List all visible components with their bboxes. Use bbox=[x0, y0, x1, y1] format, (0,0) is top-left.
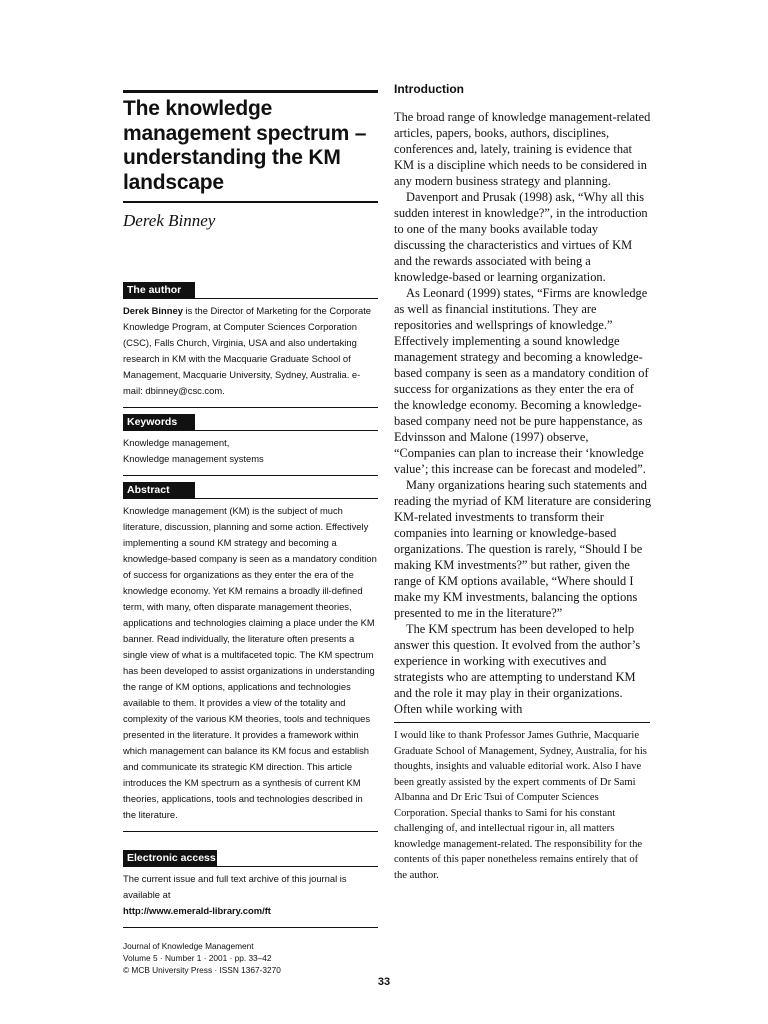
electronic-access-text: The current issue and full text archive of this journal is available at bbox=[123, 873, 347, 900]
keywords-section bbox=[123, 414, 378, 476]
abstract-section bbox=[123, 482, 378, 832]
journal-name: Journal of Knowledge Management bbox=[123, 941, 254, 951]
keyword-item: Knowledge management, bbox=[123, 437, 230, 448]
electronic-access-header bbox=[123, 850, 378, 867]
keywords-list bbox=[123, 435, 378, 467]
body-paragraph: Many organizations hearing such statements and reading the myriad of KM literature are considering KM-related investments to transform their companies into learning or knowledge-based organizations. The question is rarely, “Should I be making KM investments?” but rather, given the range of KM options available, “Where should I make my KM investments, balancing the options presented to me in the literature?” bbox=[394, 478, 652, 620]
right-column bbox=[394, 82, 652, 883]
body-paragraph: Davenport and Prusak (1998) ask, “Why all this sudden interest in knowledge?”, in the introduction to one of the many books available today discussing the characteristics and virtues of KM and the rewards associated with being a knowledge-based or learning organization. bbox=[394, 190, 648, 284]
title-bottom-rule bbox=[123, 201, 378, 203]
keywords-section-header bbox=[123, 414, 378, 431]
left-column bbox=[123, 90, 378, 976]
page-number: 33 bbox=[377, 976, 391, 988]
electronic-access-link[interactable]: http://www.emerald-library.com/ft bbox=[123, 905, 271, 916]
article-author: Derek Binney bbox=[123, 211, 216, 230]
keywords-section-rule bbox=[123, 475, 378, 476]
author-bio-name: Derek Binney bbox=[123, 305, 183, 316]
electronic-access-section bbox=[123, 850, 378, 928]
body-paragraph: The broad range of knowledge management-related articles, papers, books, authors, disciplines, conferences and, lately, training is evidence that KM is a discipline which needs to be considered in any modern business strategy and planning. bbox=[394, 110, 651, 188]
author-bio-text: is the Director of Marketing for the Corporate Knowledge Program, at Computer Sciences Corporation (CSC), Falls Church, Virginia, USA and also undertaking research in KM with the Macquarie Graduate School of Management, Macquarie University, Sydney, Australia. e-mail: dbinney@csc.com. bbox=[123, 305, 372, 396]
electronic-access-rule bbox=[123, 927, 378, 928]
abstract-section-header bbox=[123, 482, 378, 499]
title-top-rule bbox=[123, 90, 378, 93]
keyword-item: Knowledge management systems bbox=[123, 453, 264, 464]
journal-copyright: © MCB University Press · ISSN 1367-3270 bbox=[123, 965, 281, 975]
abstract-section-label: Abstract bbox=[123, 482, 195, 498]
abstract-text: Knowledge management (KM) is the subject of much literature, discussion, planning and some action. Effectively implementing a sound KM strategy and becoming a knowledge-based company is seen as a mandatory condition of success for organizations as they enter the era of the knowledge economy. Yet KM remains a broadly ill-defined term, with many, often disparate management theories, applications and technologies claiming a place under the KM banner. Read individually, the literature often presents a single view of what is a multifaceted topic. The KM spectrum has been developed to assist organizations in understanding the range of KM options, applications and technologies available to them. It provides a view of the totality and complexity of the various KM theories, tools and techniques presented in the literature. It provides a framework within which management can balance its KM focus and establish and communicate its strategic KM direction. This article introduces the KM spectrum as a synthesis of current KM theories, applications, tools and technologies described in the literature. bbox=[123, 505, 377, 820]
electronic-access-label: Electronic access bbox=[123, 850, 217, 866]
electronic-access-body bbox=[123, 871, 378, 919]
body-paragraph: As Leonard (1999) states, “Firms are knowledge as well as financial institutions. They are repositories and wellsprings of knowledge.” Effectively implementing a sound knowledge management strategy and becoming a knowledge-based company is seen as a mandatory condition of success for organizations as they enter the era of the knowledge economy. Becoming a knowledge-based company need not be pure happenstance, as Edvinsson and Malone (1997) observe, “Companies can plan to increase their ‘knowledge value’; this increase can be forecast and modeled”. bbox=[394, 286, 649, 476]
body-paragraph: The KM spectrum has been developed to help answer this question. It evolved from the author’s experience in working with executives and strategists who are attempting to understand KM and the role it may play in their organizations. Often while working with bbox=[394, 622, 641, 716]
abstract-section-rule bbox=[123, 831, 378, 832]
introduction-heading: Introduction bbox=[394, 82, 464, 96]
author-section-rule bbox=[123, 407, 378, 408]
author-section bbox=[123, 282, 378, 408]
article-title: The knowledge management spectrum – understanding the KM landscape bbox=[123, 97, 367, 194]
footnote-rule bbox=[394, 722, 650, 723]
journal-info bbox=[123, 940, 378, 976]
author-section-header bbox=[123, 282, 378, 299]
author-section-label: The author bbox=[123, 282, 195, 298]
keywords-section-label: Keywords bbox=[123, 414, 195, 430]
author-bio bbox=[123, 303, 378, 399]
acknowledgement-footnote: I would like to thank Professor James Guthrie, Macquarie Graduate School of Management, Sydney, Australia, for his thoughts, insights and valuable editorial work. Also I have been greatly assisted by the expert comments of Dr Sami Albanna and Dr Eric Tsui of Computer Sciences Corporation. Special thanks to Sami for his constant challenging of, and intellectual rigour in, all matters knowledge management-related. The responsibility for the contents of this paper nonetheless remains entirely that of the author. bbox=[394, 730, 647, 881]
journal-volume: Volume 5 · Number 1 · 2001 · pp. 33–42 bbox=[123, 953, 272, 963]
